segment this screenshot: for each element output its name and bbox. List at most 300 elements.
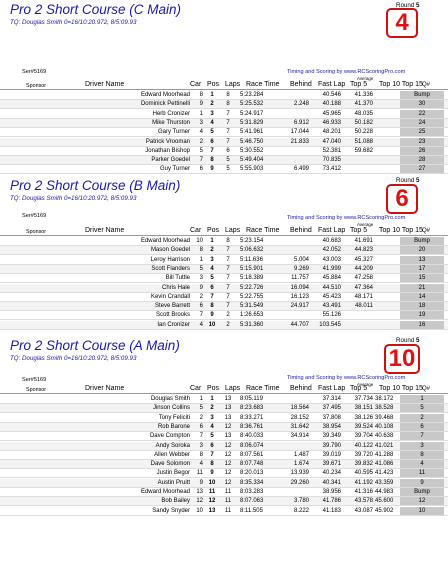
fast-lap: 40.188 [322, 101, 341, 108]
top5-avg: 45.327 [354, 256, 373, 263]
finish-position: 9 [210, 312, 214, 319]
behind-time: 8.222 [293, 507, 309, 514]
fast-lap: 37.314 [322, 396, 341, 402]
fast-lap: 42.052 [322, 247, 341, 254]
finish-position: 8 [210, 303, 214, 310]
car-number: 4 [199, 321, 203, 328]
finish-position: 13 [208, 507, 216, 514]
behind-time: 16.094 [290, 284, 309, 291]
finish-position: 4 [210, 265, 214, 272]
result-row [0, 246, 448, 255]
finish-position: 6 [210, 138, 214, 145]
top5-avg: 41.691 [354, 238, 373, 244]
top5-avg: 47.258 [354, 275, 373, 282]
result-row [0, 469, 448, 478]
result-row [0, 488, 448, 497]
top10-avg: 38.528 [375, 405, 394, 412]
car-number: 6 [199, 423, 203, 430]
laps-count: 7 [226, 293, 230, 300]
top5-avg: 38.126 [354, 414, 373, 421]
qualifying-position: 2 [400, 414, 444, 422]
top10-avg: 41.288 [375, 451, 394, 458]
fast-lap: 39.349 [322, 433, 341, 440]
fast-lap: 40.683 [322, 238, 341, 244]
driver-name: Bill Tuttle [165, 275, 190, 282]
laps-count: 12 [224, 461, 232, 468]
top5-avg: 50.228 [354, 129, 373, 136]
driver-name: Chris Hale [161, 284, 190, 291]
result-row [0, 442, 448, 451]
result-row [0, 395, 448, 404]
race-time: 8:36.761 [240, 423, 264, 430]
fast-lap: 55.126 [322, 312, 341, 319]
top5-avg: 50.182 [354, 119, 373, 126]
header-top10-top15: Top 10 Top 15 [379, 227, 423, 234]
result-row [0, 284, 448, 293]
top10-avg: 41.423 [375, 470, 394, 477]
driver-name: Austin Pruitt [157, 479, 190, 486]
header-laps: Laps [225, 385, 241, 392]
qualifying-position: 30 [400, 100, 444, 108]
header-fast-lap: Fast Lap [318, 227, 346, 234]
fast-lap: 40.341 [322, 479, 341, 486]
laps-count: 13 [224, 414, 232, 421]
header-laps: Laps [225, 227, 241, 234]
header-behind: Behind [290, 385, 312, 392]
fast-lap: 103.545 [319, 321, 341, 328]
finish-position: 2 [210, 101, 214, 108]
race-time: 8:07.063 [240, 498, 264, 505]
car-number: 12 [196, 498, 203, 505]
car-number: 1 [199, 110, 203, 117]
race-title: Pro 2 Short Course (A Main) [10, 338, 180, 353]
result-row [0, 256, 448, 265]
race-time: 8:05.119 [240, 396, 263, 402]
header-car: Car [190, 385, 202, 392]
qualifying-position: 8 [400, 451, 444, 459]
qualifying-position: 25 [400, 128, 444, 136]
car-number: 8 [199, 92, 203, 98]
driver-name: Bob Bailey [161, 498, 190, 505]
finish-position: 10 [208, 479, 216, 486]
result-row [0, 119, 448, 128]
qualifying-position: 16 [400, 321, 444, 329]
result-row [0, 128, 448, 137]
behind-time: 28.152 [290, 414, 309, 421]
car-number: 7 [199, 433, 203, 440]
laps-count: 12 [224, 479, 232, 486]
finish-position: 9 [210, 470, 214, 477]
laps-count: 7 [226, 129, 230, 136]
header-laps: Laps [225, 81, 241, 88]
top5-avg: 40.595 [354, 470, 373, 477]
round-text: Round [396, 177, 415, 184]
car-number: 10 [196, 507, 203, 514]
top10-avg: 40.108 [375, 423, 394, 430]
tq-line: TQ: Douglas Smith 0=16/10:20.972, 8/5:09.93 [10, 195, 137, 202]
fast-lap: 40.234 [322, 470, 341, 477]
header-sponsor: Sponsor [26, 387, 47, 393]
top5-avg: 37.734 [354, 396, 373, 402]
header-sponsor: Sponsor [26, 229, 47, 235]
laps-count: 11 [224, 489, 232, 495]
result-row [0, 414, 448, 423]
top10-avg: 43.359 [375, 479, 394, 486]
header-pos: Pos [207, 81, 220, 88]
top10-avg: 41.086 [375, 461, 394, 468]
fast-lap: 45.965 [322, 110, 341, 117]
top5-avg: 51.088 [354, 138, 373, 145]
qualifying-position: 13 [400, 256, 444, 264]
driver-name: Ian Cronizer [157, 321, 190, 328]
qualifying-position: 10 [400, 507, 444, 515]
header-q: Q# [422, 82, 431, 88]
heat-number-badge: 6 [386, 184, 418, 214]
qualifying-position: 15 [400, 274, 444, 282]
laps-count: 2 [226, 312, 230, 319]
laps-count: 12 [224, 423, 232, 430]
header-fast-lap: Fast Lap [318, 385, 346, 392]
behind-time: 5.004 [293, 256, 309, 263]
race-time: 5:55.903 [240, 166, 264, 173]
car-number: 5 [199, 405, 203, 412]
behind-time: 2.248 [293, 101, 309, 108]
race-time: 8:11.505 [240, 507, 263, 514]
header-q: Q# [422, 228, 431, 234]
finish-position: 1 [210, 92, 214, 98]
race-time: 5:24.917 [240, 110, 264, 117]
race-time: 8:07.748 [240, 461, 264, 468]
qualifying-position: 28 [400, 156, 444, 164]
car-number: 3 [199, 442, 203, 449]
behind-time: 21.833 [290, 138, 309, 145]
race-time: 8:40.033 [240, 433, 264, 440]
laps-count: 2 [226, 321, 230, 328]
qualifying-position: 6 [400, 423, 444, 431]
result-row [0, 293, 448, 302]
finish-position: 7 [210, 451, 214, 458]
timing-credit: Timing and Scoring by www.RCScoringPro.com [287, 375, 406, 381]
race-title: Pro 2 Short Course (B Main) [10, 178, 181, 193]
driver-name: Guy Turner [159, 166, 190, 173]
behind-time: 1.674 [293, 461, 309, 468]
result-row [0, 302, 448, 311]
behind-time: 6.912 [293, 119, 309, 126]
header-top5: Top 5 [350, 385, 368, 392]
header-race-time: Race Time [246, 227, 280, 234]
driver-name: Scott Brooks [155, 312, 190, 319]
race-time: 1:26.653 [240, 312, 264, 319]
race-time: 5:15.901 [240, 265, 264, 272]
race-time: 8:23.683 [240, 405, 264, 412]
top5-avg: 43.087 [354, 507, 373, 514]
race-title: Pro 2 Short Course (C Main) [10, 2, 182, 17]
race-section [0, 2, 448, 173]
top5-avg: 47.364 [354, 284, 373, 291]
fast-lap: 41.999 [322, 265, 341, 272]
race-time: 5:18.389 [240, 275, 264, 282]
fast-lap: 47.040 [322, 138, 341, 145]
race-time: 8:06.074 [240, 442, 264, 449]
race-time: 5:41.961 [240, 129, 264, 136]
result-row [0, 479, 448, 488]
fast-lap: 41.183 [322, 507, 341, 514]
header-driver: Driver Name [85, 385, 125, 392]
qualifying-position: 26 [400, 147, 444, 155]
race-time: 5:22.726 [240, 284, 264, 291]
timing-credit: Timing and Scoring by www.RCScoringPro.com [287, 69, 406, 75]
fast-lap: 38.956 [322, 489, 341, 495]
car-number: 5 [199, 147, 203, 154]
car-number: 6 [199, 166, 203, 173]
driver-name: Leroy Harrison [150, 256, 190, 263]
fast-lap: 44.510 [322, 284, 341, 291]
driver-name: Sandy Snyder [152, 507, 190, 514]
driver-name: Dominick Pettinelli [140, 101, 190, 108]
car-number: 4 [199, 129, 203, 136]
result-row [0, 460, 448, 469]
qualifying-position: 3 [400, 442, 444, 450]
top5-avg: 43.578 [354, 498, 373, 505]
top10-avg: 44.983 [375, 489, 394, 495]
driver-name: Tony Feliciti [158, 414, 190, 421]
result-row [0, 321, 448, 330]
timing-credit: Timing and Scoring by www.RCScoringPro.com [287, 215, 406, 221]
qualifying-position: 21 [400, 284, 444, 292]
behind-time: 31.642 [290, 423, 309, 430]
fast-lap: 40.546 [322, 92, 341, 98]
finish-position: 5 [210, 275, 214, 282]
header-sponsor: Sponsor [26, 83, 47, 89]
laps-count: 7 [226, 275, 230, 282]
laps-count: 11 [224, 498, 232, 505]
result-row [0, 110, 448, 119]
race-time: 5:06.632 [240, 247, 264, 254]
round-text: Round [396, 337, 415, 344]
behind-time: 9.269 [293, 265, 309, 272]
laps-count: 12 [224, 442, 232, 449]
race-time: 5:23.154 [240, 238, 264, 244]
car-number: 3 [199, 119, 203, 126]
finish-position: 3 [210, 414, 214, 421]
finish-position: 5 [210, 433, 214, 440]
finish-position: 6 [210, 442, 214, 449]
average-label: Average [357, 382, 374, 387]
fast-lap: 38.954 [322, 423, 341, 430]
fast-lap: 39.019 [322, 451, 341, 458]
laps-count: 13 [224, 433, 232, 440]
top5-avg: 39.832 [354, 461, 373, 468]
finish-position: 7 [210, 147, 214, 154]
finish-position: 2 [210, 405, 214, 412]
driver-name: Kevin Crandall [150, 293, 190, 300]
race-time: 5:22.755 [240, 293, 264, 300]
race-time: 5:49.404 [240, 157, 264, 164]
result-row [0, 156, 448, 165]
serial-number: Ser#5169 [22, 377, 47, 383]
fast-lap: 39.790 [322, 442, 341, 449]
top5-avg: 41.316 [354, 489, 373, 495]
laps-count: 7 [226, 256, 230, 263]
result-row [0, 147, 448, 156]
qualifying-position: 23 [400, 138, 444, 146]
behind-time: 34.914 [290, 433, 309, 440]
car-number: 4 [199, 461, 203, 468]
race-time: 5:23.284 [240, 92, 264, 98]
qualifying-position: 17 [400, 265, 444, 273]
fast-lap: 46.933 [322, 119, 341, 126]
round-value: 5 [415, 177, 420, 184]
driver-name: Scott Flanders [151, 265, 190, 272]
behind-time: 11.757 [291, 275, 309, 282]
driver-name: Patrick Vrooman [145, 138, 190, 145]
finish-position: 4 [210, 119, 214, 126]
qualifying-position: 1 [400, 395, 444, 403]
finish-position: 6 [210, 284, 214, 291]
fast-lap: 45.423 [322, 293, 341, 300]
round-value: 5 [415, 2, 420, 9]
serial-number: Ser#5169 [22, 213, 47, 219]
laps-count: 5 [226, 166, 230, 173]
qualifying-position: Bump [400, 91, 444, 99]
qualifying-position: 5 [400, 404, 444, 412]
car-number: 8 [199, 247, 203, 254]
result-row [0, 497, 448, 506]
top10-avg: 45.600 [375, 498, 394, 505]
qualifying-position: 4 [400, 460, 444, 468]
qualifying-position: 24 [400, 119, 444, 127]
finish-position: 11 [208, 489, 216, 495]
top5-avg: 48.011 [355, 303, 373, 310]
qualifying-position: 11 [400, 469, 444, 477]
race-time: 5:31.360 [240, 321, 264, 328]
round-label [396, 177, 419, 184]
header-driver: Driver Name [85, 81, 125, 88]
result-row [0, 432, 448, 441]
header-pos: Pos [207, 385, 220, 392]
average-label: Average [357, 222, 374, 227]
race-time: 5:31.829 [240, 119, 264, 126]
driver-name: Andy Soroka [155, 442, 190, 449]
qualifying-position: 20 [400, 246, 444, 254]
qualifying-position: Bump [400, 237, 444, 245]
qualifying-position: 9 [400, 479, 444, 487]
car-number: 8 [199, 451, 203, 458]
fast-lap: 39.671 [322, 461, 341, 468]
result-row [0, 165, 448, 174]
fast-lap: 73.412 [322, 166, 341, 173]
top10-avg: 40.638 [375, 433, 394, 440]
behind-time: 1.487 [293, 451, 309, 458]
round-value: 5 [415, 337, 420, 344]
tq-line: TQ: Douglas Smith 0=16/10:20.972, 8/5:09.93 [10, 19, 137, 26]
laps-count: 6 [226, 147, 230, 154]
finish-position: 4 [210, 423, 214, 430]
car-number: 2 [199, 414, 203, 421]
header-fast-lap: Fast Lap [318, 81, 346, 88]
header-pos: Pos [207, 227, 220, 234]
car-number: 6 [199, 303, 203, 310]
top5-avg: 41.192 [354, 479, 373, 486]
driver-name: Jinson Collins [152, 405, 190, 412]
finish-position: 12 [208, 498, 216, 505]
qualifying-position: 18 [400, 302, 444, 310]
fast-lap: 43.003 [322, 256, 341, 263]
laps-count: 11 [224, 507, 232, 514]
finish-position: 9 [210, 166, 214, 173]
race-time: 5:30.552 [240, 147, 264, 154]
laps-count: 7 [226, 247, 230, 254]
car-number: 9 [199, 479, 203, 486]
laps-count: 8 [226, 92, 230, 98]
top10-avg: 39.468 [375, 414, 394, 421]
car-number: 7 [199, 157, 203, 164]
laps-count: 7 [226, 119, 230, 126]
results-header [0, 385, 448, 394]
top5-avg: 39.720 [354, 451, 373, 458]
behind-time: 3.780 [293, 498, 309, 505]
top5-avg: 48.171 [354, 293, 373, 300]
serial-number: Ser#5169 [22, 69, 47, 75]
car-number: 11 [196, 470, 203, 477]
header-q: Q# [422, 386, 431, 392]
header-race-time: Race Time [246, 81, 280, 88]
qualifying-position: 19 [400, 311, 444, 319]
finish-position: 8 [210, 157, 214, 164]
header-top5: Top 5 [350, 227, 368, 234]
race-time: 8:33.271 [240, 414, 264, 421]
header-driver: Driver Name [85, 227, 125, 234]
finish-position: 8 [210, 461, 214, 468]
top5-avg: 40.122 [354, 442, 373, 449]
car-number: 13 [196, 489, 203, 495]
round-text: Round [396, 2, 415, 9]
race-time: 5:25.532 [240, 101, 264, 108]
driver-name: Parker Goedel [151, 157, 190, 164]
qualifying-position: 22 [400, 110, 444, 118]
result-row [0, 138, 448, 147]
car-number: 10 [196, 238, 203, 244]
result-row [0, 423, 448, 432]
fast-lap: 70.835 [322, 157, 341, 164]
fast-lap: 43.491 [322, 303, 341, 310]
laps-count: 13 [224, 396, 232, 402]
qualifying-position: Bump [400, 488, 444, 496]
results-header [0, 81, 448, 90]
car-number: 2 [199, 293, 203, 300]
qualifying-position: 14 [400, 293, 444, 301]
top10-avg: 41.021 [375, 442, 394, 449]
race-time: 8:03.283 [240, 489, 264, 495]
heat-number-badge: 10 [384, 344, 420, 374]
top5-avg: 39.524 [354, 423, 373, 430]
driver-name: Gary Turner [157, 129, 190, 136]
driver-name: Douglas Smith [150, 396, 190, 402]
header-car: Car [190, 81, 202, 88]
laps-count: 5 [226, 157, 230, 164]
header-car: Car [190, 227, 202, 234]
behind-time: 29.260 [290, 479, 309, 486]
driver-name: Dave Compton [149, 433, 190, 440]
top5-avg: 44.209 [354, 265, 373, 272]
fast-lap: 37.495 [322, 405, 341, 412]
laps-count: 8 [226, 101, 230, 108]
driver-name: Edward Moorhead [140, 238, 190, 244]
race-time: 8:35.334 [240, 479, 264, 486]
average-label: Average [357, 76, 374, 81]
fast-lap: 45.884 [322, 275, 341, 282]
top5-avg: 38.151 [354, 405, 373, 412]
